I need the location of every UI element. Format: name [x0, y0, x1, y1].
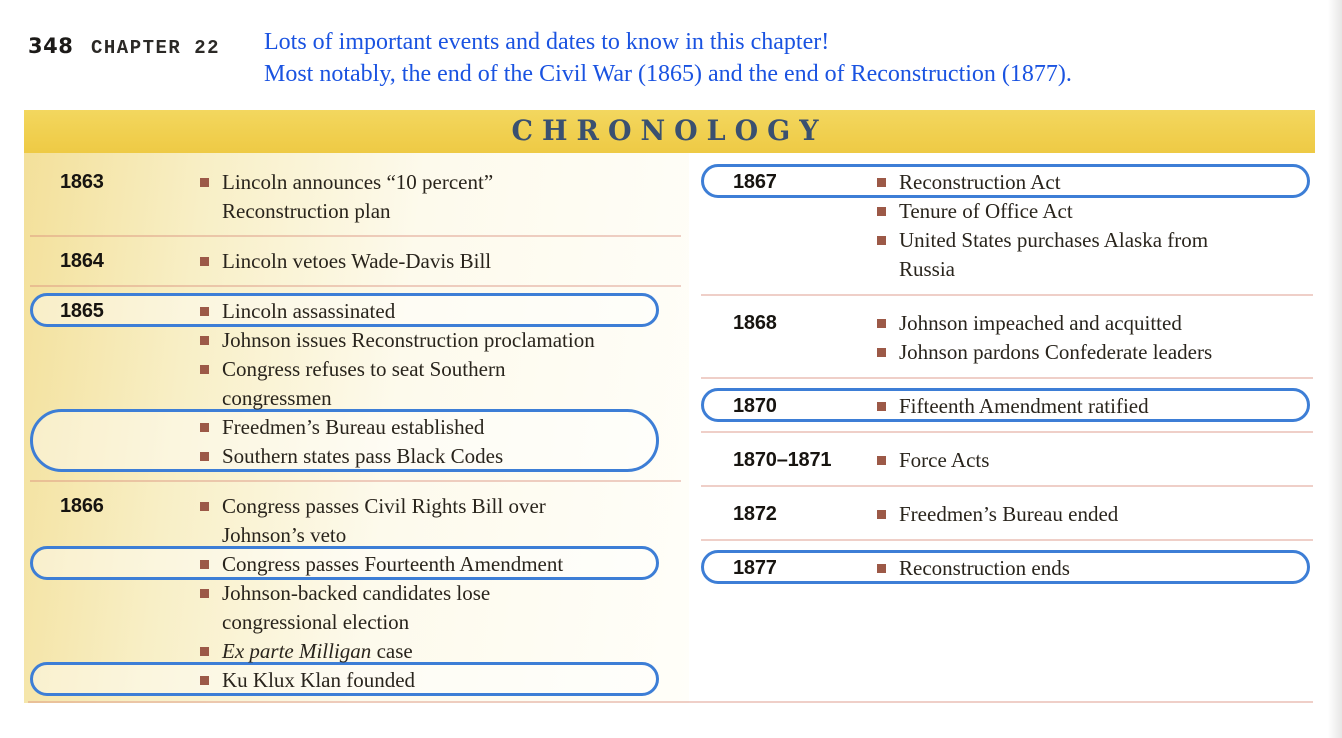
- event-text-segment: Congress passes Fourteenth Amendment: [222, 552, 564, 576]
- event-item: [877, 500, 1307, 529]
- chronology-title: CHRONOLOGY: [511, 115, 828, 148]
- event-text-segment: Russia: [899, 257, 956, 281]
- event-text-segment: Congress passes Civil Rights Bill over: [222, 494, 546, 518]
- chronology-column-right: [695, 153, 1315, 703]
- chronology-body: [24, 153, 1315, 703]
- bullet-icon: [877, 236, 886, 245]
- event-text-segment: Lincoln assassinated: [222, 299, 396, 323]
- bullet-icon: [200, 560, 209, 569]
- year-group: [695, 392, 1315, 421]
- chronology-column-left: [24, 153, 689, 703]
- bullet-icon: [200, 178, 209, 187]
- event-text: [899, 446, 989, 475]
- circled-entries: [200, 550, 681, 579]
- chronology-panel: [24, 110, 1315, 703]
- circled-entries: [200, 666, 681, 695]
- year-group: [695, 309, 1315, 367]
- year-group: [24, 168, 689, 226]
- event-item: [877, 338, 1307, 367]
- chapter-label: CHAPTER 22: [91, 37, 221, 59]
- bullet-icon: [200, 589, 209, 598]
- event-text-segment: Lincoln vetoes Wade-Davis Bill: [222, 249, 492, 273]
- event-text-segment: United States purchases Alaska from: [899, 228, 1209, 252]
- year-label: 1865: [60, 300, 104, 322]
- bullet-icon: [877, 564, 886, 573]
- year-group: [695, 168, 1315, 284]
- event-item: [877, 226, 1307, 284]
- event-text-segment: Johnson-backed candidates lose: [222, 581, 491, 605]
- event-item: [200, 637, 681, 666]
- scan-edge-shadow: [1328, 0, 1342, 738]
- event-text: [222, 326, 595, 355]
- event-item: [200, 442, 681, 471]
- event-item: [877, 309, 1307, 338]
- event-text-italic: Ex parte Milligan: [222, 639, 372, 663]
- event-text: [899, 168, 1061, 197]
- event-text: [222, 413, 484, 442]
- event-item: [200, 579, 681, 637]
- event-text: [899, 554, 1070, 583]
- group-divider: [701, 377, 1313, 379]
- event-text-segment: Freedmen’s Bureau ended: [899, 502, 1119, 526]
- year-label: 1864: [60, 250, 104, 272]
- bullet-icon: [200, 336, 209, 345]
- group-divider: [30, 285, 681, 287]
- events-list: [877, 446, 1315, 475]
- event-text-segment: congressmen: [222, 386, 332, 410]
- bullet-icon: [200, 307, 209, 316]
- circled-entries: [200, 297, 681, 326]
- bullet-icon: [200, 647, 209, 656]
- events-list: [877, 309, 1315, 367]
- event-text: [222, 355, 505, 413]
- events-list: [877, 168, 1315, 284]
- year-label: 1870: [733, 395, 777, 417]
- event-item: [200, 297, 681, 326]
- year-group: [695, 500, 1315, 529]
- circled-entries: [877, 392, 1307, 421]
- event-text: [222, 297, 395, 326]
- event-text: [222, 442, 503, 471]
- bullet-icon: [200, 257, 209, 266]
- events-list: [200, 247, 689, 276]
- handwritten-note: [264, 26, 1072, 90]
- year-group: [695, 554, 1315, 583]
- year-label: 1870–1871: [733, 449, 832, 471]
- events-list: [877, 392, 1315, 421]
- event-text-segment: Force Acts: [899, 448, 990, 472]
- event-text-segment: Southern states pass Black Codes: [222, 444, 504, 468]
- circled-entries: [200, 413, 681, 471]
- event-text: [899, 226, 1208, 284]
- event-text-segment: Tenure of Office Act: [899, 199, 1073, 223]
- event-item: [200, 492, 681, 550]
- bullet-icon: [877, 510, 886, 519]
- event-text-segment: Ku Klux Klan founded: [222, 668, 416, 692]
- events-list: [877, 500, 1315, 529]
- event-text-segment: Johnson pardons Confederate leaders: [899, 340, 1213, 364]
- bullet-icon: [200, 452, 209, 461]
- bullet-icon: [200, 502, 209, 511]
- event-item: [877, 168, 1307, 197]
- event-item: [200, 168, 681, 226]
- bullet-icon: [200, 423, 209, 432]
- bullet-icon: [200, 365, 209, 374]
- event-text: [899, 500, 1118, 529]
- group-divider: [30, 235, 681, 237]
- group-divider: [701, 539, 1313, 541]
- year-label: 1868: [733, 312, 777, 334]
- circled-entries: [877, 168, 1307, 197]
- event-text: [899, 197, 1073, 226]
- year-group: [695, 446, 1315, 475]
- event-text-segment: Johnson impeached and acquitted: [899, 311, 1182, 335]
- circled-entries: [877, 554, 1307, 583]
- year-label: 1867: [733, 171, 777, 193]
- note-line-1: Lots of important events and dates to know in this chapter!: [264, 29, 830, 55]
- event-item: [200, 666, 681, 695]
- page-number: 348: [28, 34, 74, 58]
- note-line-2: Most notably, the end of the Civil War (1865) and the end of Reconstruction (1877).: [264, 61, 1072, 87]
- year-label: 1872: [733, 503, 777, 525]
- event-text: [222, 579, 490, 637]
- event-text: [222, 247, 491, 276]
- event-text-segment: Johnson issues Reconstruction proclamation: [222, 328, 595, 352]
- group-divider: [701, 294, 1313, 296]
- bullet-icon: [877, 402, 886, 411]
- event-text-segment: Reconstruction Act: [899, 170, 1061, 194]
- events-list: [200, 492, 689, 695]
- group-divider: [30, 480, 681, 482]
- group-divider: [701, 431, 1313, 433]
- event-text: [222, 550, 563, 579]
- event-text-segment: case: [371, 639, 413, 663]
- bullet-icon: [877, 178, 886, 187]
- year-group: [24, 492, 689, 695]
- event-text-segment: congressional election: [222, 610, 410, 634]
- bullet-icon: [877, 348, 886, 357]
- event-item: [877, 554, 1307, 583]
- event-text-segment: Lincoln announces “10 percent”: [222, 170, 494, 194]
- event-text-segment: Freedmen’s Bureau established: [222, 415, 485, 439]
- bullet-icon: [877, 456, 886, 465]
- event-text-segment: Congress refuses to seat Southern: [222, 357, 506, 381]
- event-text: [222, 168, 493, 226]
- bullet-icon: [877, 207, 886, 216]
- bullet-icon: [200, 676, 209, 685]
- event-text: [899, 392, 1149, 421]
- bullet-icon: [877, 319, 886, 328]
- event-item: [200, 247, 681, 276]
- event-item: [200, 550, 681, 579]
- bottom-divider: [28, 701, 1313, 703]
- events-list: [877, 554, 1315, 583]
- group-divider: [701, 485, 1313, 487]
- event-text: [899, 338, 1212, 367]
- event-text: [899, 309, 1182, 338]
- events-list: [200, 297, 689, 471]
- event-text: [222, 637, 413, 666]
- event-text-segment: Fifteenth Amendment ratified: [899, 394, 1149, 418]
- event-item: [200, 413, 681, 442]
- event-item: [877, 197, 1307, 226]
- chronology-header-band: [24, 110, 1315, 153]
- event-text: [222, 492, 546, 550]
- event-text-segment: Johnson’s veto: [222, 523, 347, 547]
- year-group: [24, 247, 689, 276]
- event-text: [222, 666, 415, 695]
- event-item: [877, 392, 1307, 421]
- year-label: 1863: [60, 171, 104, 193]
- year-group: [24, 297, 689, 471]
- event-item: [877, 446, 1307, 475]
- event-item: [200, 355, 681, 413]
- event-text-segment: Reconstruction plan: [222, 199, 391, 223]
- events-list: [200, 168, 689, 226]
- event-text-segment: Reconstruction ends: [899, 556, 1070, 580]
- year-label: 1866: [60, 495, 104, 517]
- year-label: 1877: [733, 557, 777, 579]
- event-item: [200, 326, 681, 355]
